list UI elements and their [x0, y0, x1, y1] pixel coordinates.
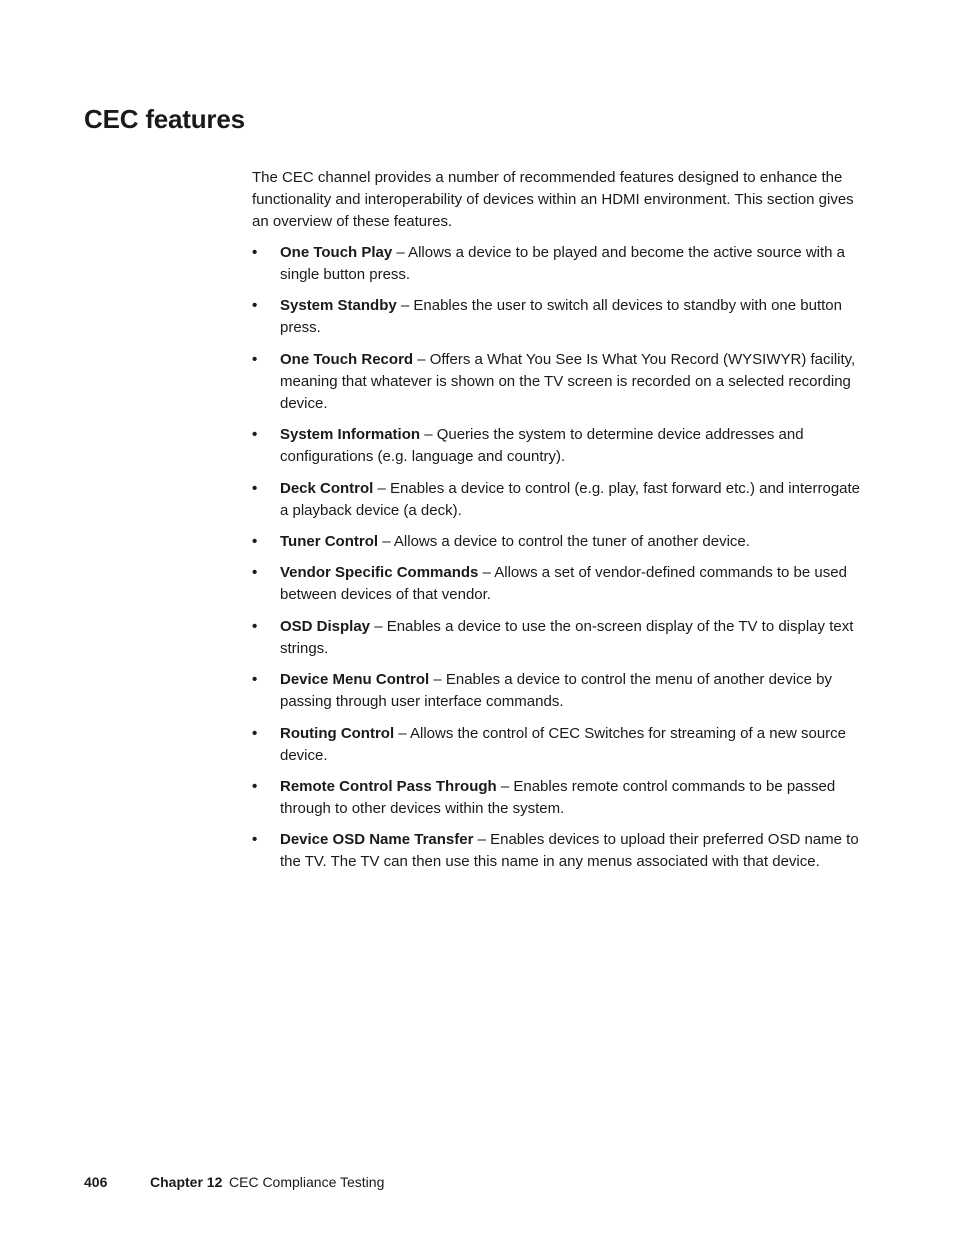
- intro-paragraph: The CEC channel provides a number of recommended features designed to enhance the functionality and interoperability of devices within an HDMI environment. This section gives an overview of these features.: [252, 169, 854, 230]
- feature-list: [252, 242, 872, 883]
- bullet-icon: •: [252, 479, 258, 497]
- bullet-icon: •: [252, 350, 258, 368]
- bullet-icon: •: [252, 532, 258, 550]
- list-item: [252, 478, 872, 522]
- list-item: [252, 776, 872, 820]
- chapter-title: CEC Compliance Testing: [229, 1174, 385, 1190]
- list-item: [252, 242, 872, 286]
- feature-name: OSD Display: [280, 617, 371, 635]
- page-title: CEC features: [84, 104, 245, 134]
- feature-name: One Touch Play: [280, 244, 393, 261]
- feature-description: – Enables devices to upload their preferred OSD name to the TV. The TV can then use this name in any menus associated with that device.: [280, 831, 859, 871]
- list-item: [252, 531, 872, 553]
- feature-description: – Enables a device to use the on-screen display of the TV to display text strings.: [280, 617, 854, 657]
- feature-name: Device Menu Control: [280, 671, 430, 689]
- feature-name: One Touch Record: [280, 350, 414, 368]
- feature-description: – Enables the user to switch all devices to standby with one button press.: [280, 297, 842, 337]
- feature-description: – Enables remote control commands to be passed through to other devices within the system.: [280, 777, 836, 817]
- bullet-icon: •: [252, 831, 258, 849]
- list-item: [252, 295, 872, 339]
- bullet-icon: •: [252, 564, 258, 582]
- feature-name: System Standby: [280, 297, 397, 315]
- bullet-icon: •: [252, 724, 258, 742]
- feature-description: – Allows a device to control the tuner of another device.: [378, 532, 750, 550]
- feature-name: Device OSD Name Transfer: [280, 831, 474, 849]
- bullet-icon: •: [252, 244, 258, 261]
- chapter-label: Chapter 12: [150, 1174, 223, 1190]
- list-item: [252, 562, 872, 606]
- bullet-icon: •: [252, 777, 258, 795]
- feature-description: – Queries the system to determine device addresses and configurations (e.g. language and country).: [280, 426, 804, 466]
- feature-name: Routing Control: [280, 724, 395, 742]
- feature-name: Deck Control: [280, 479, 374, 497]
- list-item: [252, 669, 872, 713]
- feature-name: Remote Control Pass Through: [280, 777, 497, 795]
- list-item: [252, 349, 872, 415]
- bullet-icon: •: [252, 297, 258, 315]
- bullet-icon: •: [252, 426, 258, 444]
- bullet-icon: •: [252, 617, 258, 635]
- feature-description: – Allows the control of CEC Switches for streaming of a new source device.: [280, 724, 847, 764]
- feature-name: Tuner Control: [280, 532, 379, 550]
- feature-description: – Enables a device to control the menu of another device by passing through user interface commands.: [280, 671, 832, 711]
- bullet-icon: •: [252, 671, 258, 689]
- feature-name: System Information: [280, 426, 421, 444]
- feature-name: Vendor Specific Commands: [280, 564, 479, 582]
- feature-description: – Offers a What You See Is What You Record (WYSIWYR) facility, meaning that whatever is shown on the TV screen is recorded on a selected recording device.: [280, 350, 856, 412]
- feature-description: – Enables a device to control (e.g. play, fast forward etc.) and interrogate a playback device (a deck).: [280, 479, 861, 519]
- feature-description: – Allows a device to be played and become the active source with a single button press.: [280, 244, 846, 283]
- list-item: [252, 723, 872, 767]
- list-item: [252, 424, 872, 468]
- list-item: [252, 616, 872, 660]
- feature-description: – Allows a set of vendor-defined commands to be used between devices of that vendor.: [280, 564, 847, 604]
- page-number: 406: [84, 1174, 108, 1190]
- list-item: [252, 829, 872, 873]
